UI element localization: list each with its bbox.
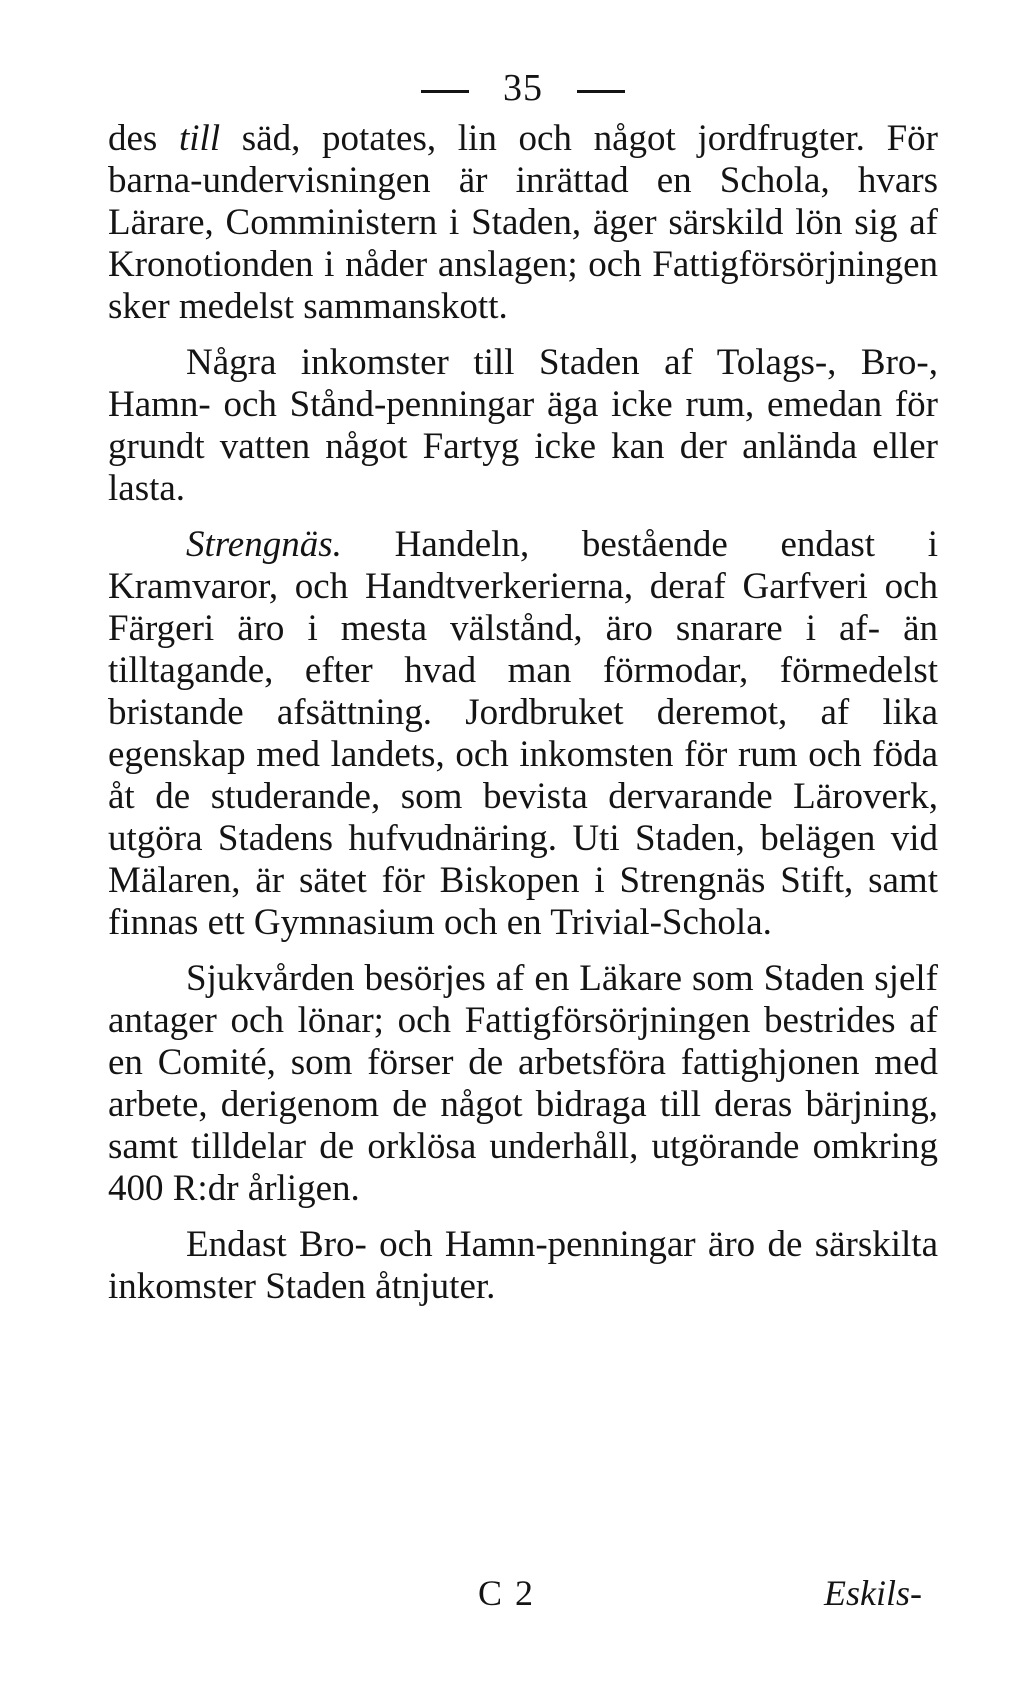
paragraph-4-text: Sjukvården besörjes af en Läkare som Staden sjelf antager och lönar; och Fattigförsörjningen bestrides af en Comité, som förser de arbetsföra fattighjonen med arbete, derigenom de något bidraga till deras bärjning, samt tilldelar de orklösa underhåll, utgörande omkring 400 R:dr årligen. — [108, 958, 938, 1209]
paragraph-1-text: säd, potates, lin och något jordfrugter. För barna-undervisningen är inrättad en Schola, hvars Lärare, Comministern i Staden, äger särskild lön sig af Kronotionden i nåder anslagen; och Fattigförsörjningen sker medelst sammanskott. — [108, 118, 938, 327]
signature-mark: C 2 — [478, 1573, 536, 1613]
page-footer — [108, 1567, 938, 1619]
paragraph-3 — [108, 524, 938, 944]
paragraph-1 — [108, 118, 938, 328]
paragraph-2-text: Några inkomster till Staden af Tolags-, Bro-, Hamn- och Stånd-penningar äga icke rum, emedan för grundt vatten något Fartyg icke kan der anlända eller lasta. — [108, 342, 938, 509]
catchword: Eskils- — [824, 1573, 922, 1613]
paragraph-3-emphasis: Strengnäs. — [186, 524, 342, 565]
paragraph-1-emphasis: till — [179, 118, 221, 159]
header-dash-left — [421, 90, 469, 93]
page-number: 35 — [503, 67, 543, 109]
paragraph-3-text: Handeln, bestående endast i Kramvaror, och Handtverkerierna, deraf Garfveri och Färgeri äro i mesta välstånd, äro snarare i af- än tilltagande, efter hvad man förmodar, förmedelst bristande afsättning. Jordbruket deremot, af lika egenskap med landets, och inkomsten för rum och föda åt de studerande, som bevista dervarande Läroverk, utgöra Stadens hufvudnäring. Uti Staden, belägen vid Mälaren, är sätet för Biskopen i Strengnäs Stift, samt finnas ett Gymnasium och en Trivial-Schola. — [108, 524, 938, 943]
paragraph-1-prefix: des — [108, 118, 179, 159]
paragraph-2 — [108, 342, 938, 510]
page-header — [108, 62, 938, 118]
book-page — [108, 62, 938, 1662]
paragraph-5 — [108, 1224, 938, 1308]
header-dash-right — [577, 90, 625, 93]
paragraph-4 — [108, 958, 938, 1210]
paragraph-5-text: Endast Bro- och Hamn-penningar äro de särskilta inkomster Staden åtnjuter. — [108, 1224, 938, 1307]
